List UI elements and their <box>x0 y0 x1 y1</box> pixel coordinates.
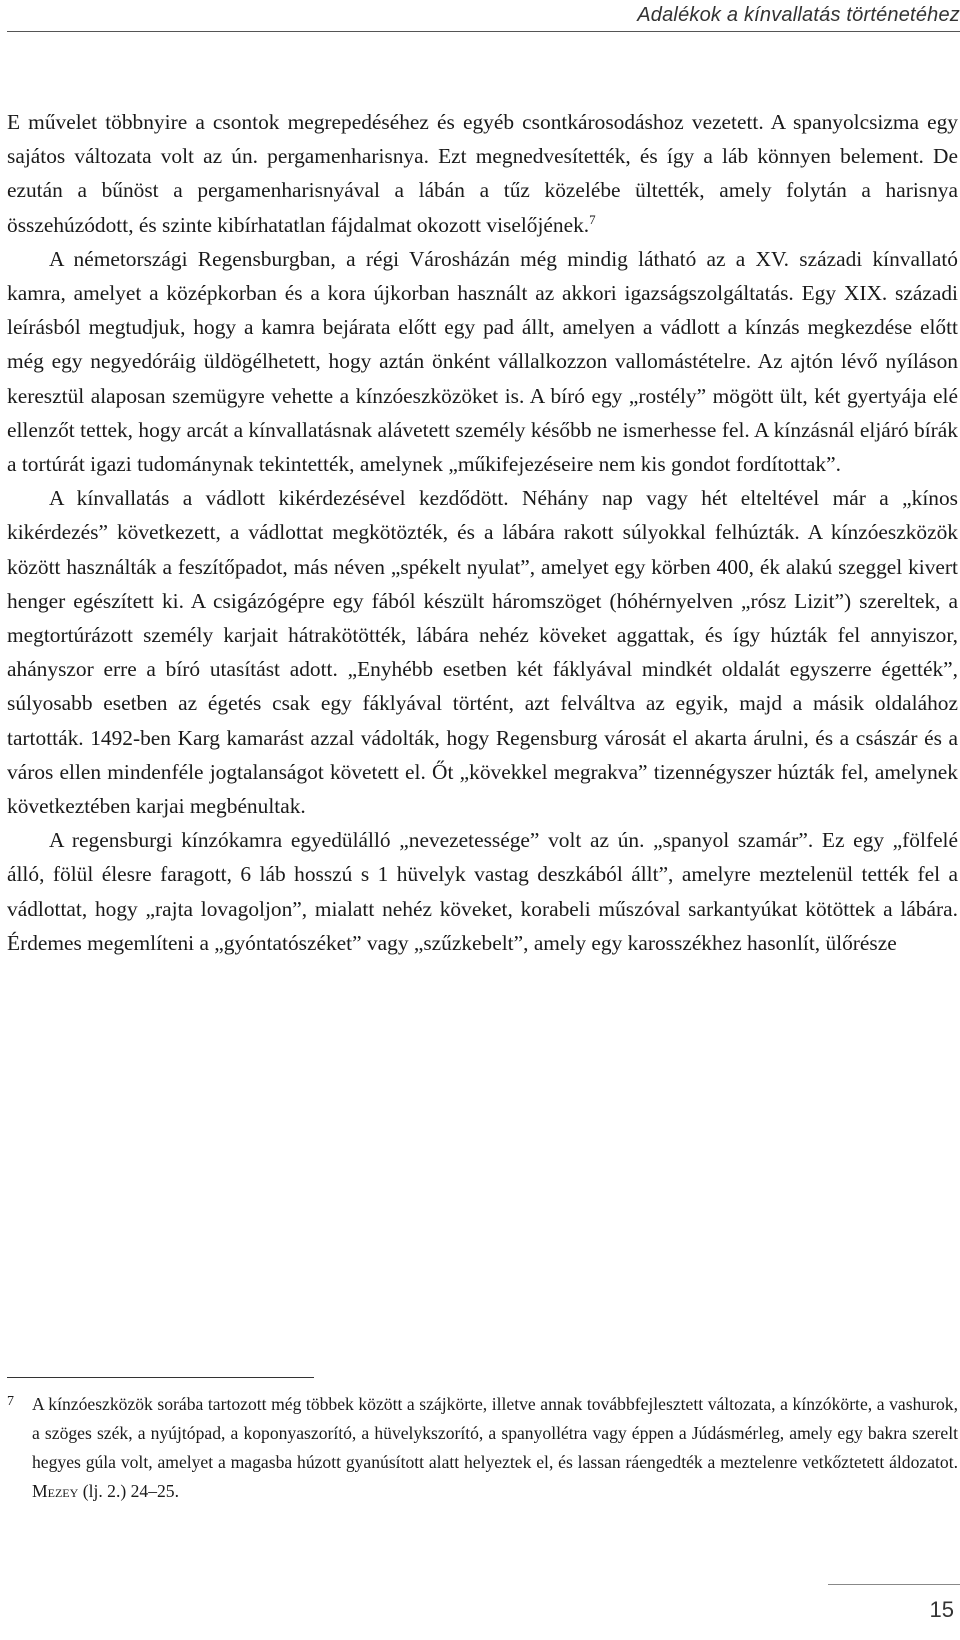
paragraph-2: A németországi Regensburgban, a régi Városházán még mindig látható az a XV. századi kínvallató kamra, amelyet a középkorban és a kora újkorban használt az akkori igazságszolgáltatás. Egy XIX. századi leírásból megtudjuk, hogy a kamra bejárata előtt egy pad állt, amelyen a vádlott a kínzás megkezdése előtt még egy negyedóráig üldögélhetett, hogy aztán önként vállalkozzon vallomástételre. Az ajtón lévő nyíláson keresztül alaposan szemügyre vehette a kínzóeszközöket is. A bíró egy „rostély” mögött ült, két gyertyája elé ellenzőt tettek, hogy arcát a kínvallatásnak alávetett személy később ne ismerhesse fel. A kínzásnál eljáró bírák a tortúrát igazi tudománynak tekintették, amelynek „műkifejezéseire nem kis gondot fordítottak”. <box>7 246 958 477</box>
footnote-reference[interactable]: 7 <box>589 211 596 227</box>
header-rule <box>7 31 960 32</box>
paragraph-4: A regensburgi kínzókamra egyedülálló „nevezetessége” volt az ún. „spanyol szamár”. Ez egy „fölfelé álló, fölül élesre faragott, 6 láb hosszú s 1 hüvelyk vastag deszkából állt”, amelyre meztelenül tették fel a vádlottat, hogy „rajta lovagoljon”, mialatt nehéz köveket, korabeli műszóval sarkantyúkat kötöttek a lábára. Érdemes megemlíteni a „gyóntatószéket” vagy „szűzkebelt”, amely egy karosszékhez hasonlít, ülőrésze <box>7 828 958 955</box>
page-number: 15 <box>929 1597 954 1622</box>
footnote-author: Mezey <box>32 1481 79 1501</box>
footnote-body: A kínzóeszközök sorába tartozott még többek között a szájkörte, illetve annak továbbfejlesztett változata, a kínzókörte, a vashurok, a szöges szék, a nyújtópad, a koponyaszorító, a hüvelykszorító, a spanyollétra vagy éppen a Júdásmérleg, amely egy bakra szerelt hegyes gúla volt, amelyet a magasba húzott gyanúsított alatt helyeztek el, és lassan ráengedték a meztelenre vetkőztetett áldozatot. <box>32 1394 958 1472</box>
footnote <box>7 1390 958 1506</box>
footnote-citation: (lj. 2.) 24–25. <box>82 1481 179 1501</box>
footnote-text <box>32 1390 958 1506</box>
footnote-rule <box>7 1377 314 1378</box>
main-text <box>7 105 958 960</box>
paragraph-3: A kínvallatás a vádlott kikérdezésével kezdődött. Néhány nap vagy hét elteltével már a „kínos kikérdezés” következett, a vádlottat megkötözték, és a lábára rakott súlyokkal felhúzták. A kínzóeszközök között használták a feszítőpadot, más néven „spékelt nyulat”, amelyet egy körben 400, ék alakú szeggel kivert henger egészített ki. A csigázógépre egy fából készült háromszöget (hóhérnyelven „rósz Lizit”) szereltek, a megtortúrázott személy karjait hátrakötötték, lábára nehéz köveket aggattak, és így húzták fel annyiszor, ahányszor erre a bíró utasítást adott. „Enyhébb esetben két fáklyával mindkét oldalát egyszerre égették”, súlyosabb esetben az égetés csak egy fáklyával történt, azt felváltva az egyik, majd a másik oldalához tartották. 1492-ben Karg kamarást azzal vádolták, hogy Regensburg városát el akarta árulni, és a császár és a város ellen mindenféle jogtalanságot követett el. Őt „kövekkel megrakva” tizennégyszer húzták fel, amelynek következtében karjai megbénultak. <box>7 486 958 819</box>
running-title: Adalékok a kínvallatás történetéhez <box>637 4 960 26</box>
footnote-mark: 7 <box>7 1394 14 1409</box>
folio-rule <box>828 1584 960 1585</box>
paragraph-1-text: E művelet többnyire a csontok megrepedéséhez és egyéb csontkárosodáshoz vezetett. A spanyolcsizma egy sajátos változata volt az ún. pergamenharisnya. Ezt megnedvesítették, és így a láb könnyen belement. De ezután a bűnöst a pergamenharisnyával a lábán a tűz közelébe ültették, amely folytán a harisnya összehúzódott, és szinte kibírhatatlan fájdalmat okozott viselőjének. <box>7 110 958 237</box>
paragraph-1 <box>7 105 958 242</box>
